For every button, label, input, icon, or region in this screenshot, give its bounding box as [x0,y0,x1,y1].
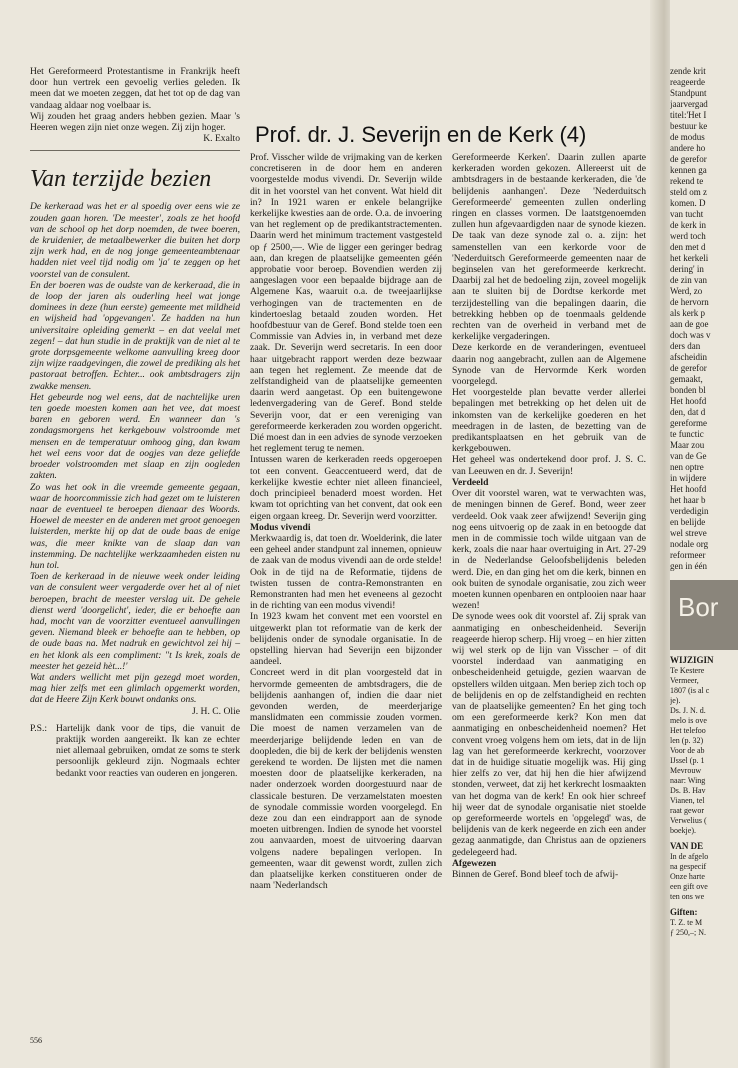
cropped-line: reformeer [670,550,706,560]
cropped-line: bestuur ke [670,121,708,131]
cropped-line: nen optre [670,462,704,472]
cropped-line: het haar b [670,495,706,505]
column-signature: J. H. C. Olie [192,705,240,717]
cropped-line: gemaakt, [670,374,703,384]
article-paragraph: Over dit voorstel waren, wat te verwachten was, de meningen binnen de Geref. Bond, weer zeer verdeeld. Ook vaak zeer afwijzend! Severijn ging nog eens uitvoerig op de zaak in en betoogde dat men in de commissie toch wilde uitgaan van de kerk, zoals die naar haar overtuiging in Art. 27-29 in de Nederlandse Geloofsbelijdenis beleden werd. Die, en dan ging het om die kerk, binnen en ook buiten de synodale organisatie, zou zich weer moeten kunnen openbaren en ontplooien naar haar wezen! [452,488,646,612]
cropped-line: steld om z [670,187,707,197]
article-paragraph: Gereformeerde Kerken'. Daarin zullen aparte kerkeraden worden gekozen. Allereerst uit de ambtsdragers in de bestaande kerkeraden, die 'de belijdenis aanhangen'. Deze 'Nederduitsch Gereformeerde' gemeenten zullen onderling ringen en classes vormen. De laatstgenoemden zullen hun afgevaardigden naar de synode kiezen. De taak van deze synode zal o. a. zijn: het samenstellen van een kerkorde voor de 'Nederduitsch Gereformeerde gemeenten naar de beginselen van het gereformeerde kerkrecht. Daarbij zal het de bedoeling zijn, zoveel mogelijk aan te sluiten bij de Dordtse kerkorde met terzijdestelling van die bepalingen daarin, die betrekking hebben op de toenmaals geldende rechten van de overheid in verband met de kerkelijke vergaderingen. [452,152,646,343]
cropped-line: bonden bl [670,385,706,395]
intro-signature: K. Exalto [203,133,240,145]
cropped-line: gereforme [670,418,707,428]
cropped-line: afscheidin [670,352,707,362]
cropped-line: Verwelius ( [670,816,707,825]
cropped-line: Ds. B. Hav [670,786,706,795]
column-2 [250,152,442,891]
subheading-modus-vivendi: Modus vivendi [250,521,311,533]
column-paragraph: Het gebeurde nog wel eens, dat de nachtelijke uren ten goede moesten komen aan het vee, dat moest baren en geboren werd. En wanneer dan 's zondagsmorgens het kerkgebouw volstroomde met mensen en de temperatuur omhoog ging, dan kwam het wel eens voor dat de oogjes van deze geliefde broeder volstroomden met slaap en zijn oogleden zakten. [30,391,240,482]
cropped-line: de kerk in [670,220,706,230]
column-paragraph: En der boeren was de oudste van de kerkeraad, die in de loop der jaren als ouderling heel wat jonge dominees in deze (hun eerste) gemeente met mildheid en wijsheid had 'opgevangen'. Ze hadden na hun universitaire opleiding gemerkt – en dat veelal met zegen! – dat hun studie in de praktijk van de niet al te grote dorpsgemeente welkome aanvulling kreeg door zijn wijze raadgevingen, die zowel de prediking als het pastoraat betroffen. Echter... ook ambtsdragers zijn zwakke mensen. [30,279,240,392]
article-paragraph: Concreet werd in dit plan voorgesteld dat in hervormde gemeenten de ambtsdragers, die de belijdenis aanhangen of, indien die daar niet gevonden werden, de meerderjarige manslidmaten een commissie zouden vormen. Die moest de namen verzamelen van de meerderjarige belijdende leden en van de doopleden, die bij de kerk der belijdenis wensten gerekend te worden. De lijsten met die namen moesten door de plaatselijke kerkeraden, na nader onderzoek worden doorgestuurd naar de classicale besturen. De verzamelstaten moesten de synodale commissie worden voorgelegd. En deze zou dan een eindrapport aan de synode moeten uitbrengen. Indien de synode het voorstel zou aanvaarden, moest de uitvoering daarvan volgens nadere bepalingen verlopen. In gemeenten, waar dit gewenst wordt, zullen zich dan plaatselijke kerken constitueren onder de naam 'Nederlandsch [250,667,442,892]
divider [30,150,240,151]
cropped-line: melo is ove [670,716,707,725]
article-paragraph: Intussen waren de kerkeraden reeds opgeroepen tot een convent. Geaccentueerd werd, dat de kerkelijke kwestie echter niet alleen financieel, doch principieel benaderd moest worden. Het kwam tot oprichting van het convent, dat ook een eigen orgaan kreeg. Dr. Severijn werd voorzitter. [250,454,442,522]
cropped-line: rekend te [670,176,704,186]
cropped-line: Voor de ab [670,746,705,755]
postscript-text: Hartelijk dank voor de tips, die vanuit de praktijk worden aangereikt. Ik kan ze echter niet allemaal gebruiken, omdat ze soms te sterk persoonlijk gekleurd zijn. Nogmaals echter bedankt voor reacties van ouderen en jongeren. [56,722,240,779]
cropped-line: de modus [670,132,705,142]
article-paragraph: De synode wees ook dit voorstel af. Zij sprak van aanmatiging en onbescheidenheid. Severijn reageerde hierop scherp. Hij vroeg – en hier zitten wij wel sterk op de lijn van Visscher – of dit voorstel inderdaad van aanmatiging en onbescheidenheid getuigde, gezien waarvan de opstellers wilden uitgaan. Men beriep zich toch op de belijdenis en op de zelfstandigheid en rechten van de plaatselijke gemeenten? En het ging toch om een gereformeerde kerk? Kon men dat aanmatiging en onbescheidenheid noemen? Het convent vroeg volgens hem om iets, dat in de lijn lag van het gereformeerde kerkrecht, voorzover dat in de huidige situatie mogelijk was. Hij ging hier zelfs zo ver, dat hij hen die hier afwijzend stonden, verweet, dat zij het kerkrecht losmaakten van het dogma van de kerk! En ook hier schreef hij weer dat de synodale organisatie niet stoelde op gereformeerde wortels en 'opgelegd' was, de belijdenis van de kerk negeerde en zich een ander gezag aanmatigde, dan Christus aan de opzieners gedelegeerd had. [452,611,646,858]
cropped-line: te functic [670,429,704,439]
cropped-line: nodale org [670,539,709,549]
cropped-line: Het telefoo [670,726,706,735]
cropped-line: de zin van [670,275,707,285]
cropped-line: als kerk p [670,308,705,318]
cropped-line: gen in één [670,561,707,571]
cropped-line: Het hoofd [670,484,707,494]
cropped-line: ders dan [670,341,701,351]
cropped-line: len (p. 32) [670,736,704,745]
cropped-line: Vianen, tel [670,796,705,805]
cropped-line: naar: Wing [670,776,706,785]
cropped-line: verdedigin [670,506,709,516]
cropped-line: de gerefor [670,363,707,373]
cropped-line: boekje). [670,826,696,835]
notice-lines [670,918,738,938]
cropped-line: titel:'Het I [670,110,707,120]
cropped-line: andere ho [670,143,706,153]
article-paragraph: Het voorgestelde plan bevatte verder allerlei bepalingen met betrekking op het delen uit de inkomsten van de kerkelijke goederen en het meedragen in de lasten, de bezetting van de predikantsplaatsen en het gebruik van de kerkgebouwen. [452,387,646,455]
cropped-line: Ds. J. N. d. [670,706,706,715]
cropped-line: Onze harte [670,872,705,881]
section-title: Van terzijde bezien [30,166,212,193]
notice-lines [670,666,738,836]
article-headline: Prof. dr. J. Severijn en de Kerk (4) [255,122,587,147]
page-gutter [650,0,670,1068]
column-3 [452,152,646,880]
cropped-text-lines [670,66,738,572]
column-paragraph: De kerkeraad was het er al spoedig over eens wie ze zouden gaan horen. 'De meester', zoals ze het hoofd van de school op het dorp noemden, de twee boeren, de kruidenier, de metaalbewerker die buiten het dorp zijn werk had, en de nog jonge gemeenteambtenaar hadden niet veel tijd nodig om 'ja' te zeggen op het voorstel van de consulent. [30,201,240,280]
postscript [30,723,240,779]
column-1 [30,66,240,779]
subheading-verdeeld: Verdeeld [452,476,489,488]
cropped-line: een gift ove [670,882,708,891]
cropped-line: kennen ga [670,165,707,175]
cropped-line: wel streve [670,528,707,538]
notice-heading: VAN DE [670,841,704,851]
cropped-line: 1807 (is al c [670,686,710,695]
cropped-line: aan de goe [670,319,709,329]
cropped-line: zende krit [670,66,706,76]
cropped-line: reageerde [670,77,705,87]
page-number: 556 [30,1036,42,1045]
cropped-line: dering' in [670,264,704,274]
cropped-line: na gespecif [670,862,707,871]
banner-text: Bor [678,592,719,622]
cropped-line: komen. D [670,198,706,208]
cropped-line: den met d [670,242,706,252]
column-paragraph: Toen de kerkeraad in de nieuwe week onder leiding van de consulent weer vergaderde over het al of niet beroepen, bracht de meester verslag uit. De gehele dienst werd 'doorgelicht', ieder, die er behoefte aan had, mocht van de voorzitter eventueel aanvullingen geven. Niemand bleek er behoefte aan te hebben, op de oude baas na. Met nadruk en gewichtvol zei hij – en het klonk als een compliment: ''t Is krek, zoals de meester het gezeid hèt...!' [30,571,240,672]
cropped-line: jaarvergad [670,99,708,109]
cropped-line: Het hoofd [670,396,707,406]
intro-paragraph: Het Gereformeerd Protestantisme in Frankrijk heeft door hun vertrek een gevoelig verlies geleden. Ik meen dat we moeten zeggen, dat het tot op de dag van vandaag aldaar nog voelbaar is. [30,66,240,111]
cropped-line: Mevrouw [670,766,702,775]
cropped-line: de gerefor [670,154,707,164]
subheading-afgewezen: Afgewezen [452,857,497,869]
article-paragraph: Binnen de Geref. Bond bleef toch de afwij- [452,869,619,880]
cropped-line: van tucht [670,209,704,219]
cropped-line: Standpunt [670,88,707,98]
cropped-line: T. Z. te M [670,918,703,927]
postscript-label: P.S.: [30,722,48,734]
column-paragraph: Zo was het ook in die vreemde gemeente gegaan, waar de hoorcommissie zich had gezet om te luisteren naar de eventueel te beroepen dienaar des Woords. Hoewel de meester en de anderen met groot genoegen luisterden, merkte hij op dat de oude baas de enige was, die meer knikte van de slaap dan van instemming. De nachtelijke werkzaamheden eisten nu hun tol. [30,481,240,571]
column-4-cropped [670,66,738,938]
cropped-line: ƒ 250,–; N. [670,928,706,937]
cropped-line: den, dat d [670,407,706,417]
article-paragraph: Het geheel was ondertekend door prof. J. S. C. van Leeuwen en dr. J. Severijn! [452,454,646,477]
cropped-line: van de Ge [670,451,707,461]
cropped-line: en belijde [670,517,706,527]
article-paragraph: In 1923 kwam het convent met een voorstel en uitgewerkt plan tot reformatie van de kerk der belijdenis onder de synodale organisatie. In de opstelling hiervan had Severijn een bijzonder aandeel. [250,611,442,668]
column-paragraph: Wat anders wellicht met pijn gezegd moet worden, mag hier zelfs met een glimlach opgemerkt worden, dat de Heere Zijn Kerk bouwt ondanks ons. [30,671,240,706]
cropped-line: In de afgelo [670,852,709,861]
cropped-line: Werd, zo [670,286,703,296]
cropped-line: Maar zou [670,440,705,450]
cropped-line: je). [670,696,681,705]
article-paragraph: Prof. Visscher wilde de vrijmaking van de kerken concretiseren in de door hem en anderen voorgestelde modus vivendi. Dr. Severijn wilde dit in het voorstel van het convent. Wat hield dit in? In 1921 waren er enkele belangrijke kerkelijke kwesties aan de orde. O.a. de invoering van het reglement op de predikantstractementen. Daarin werd het minimum tractement vastgesteld op ƒ 2500,—. Wie de ligger een geringer bedrag aan, dan kregen de plaatselijke gemeenten géén approbatie voor beroep. Bovendien werden zij aangeslagen voor een bepaalde bijdrage aan de Algemene Kas, waaruit o.a. de tweejaarlijkse verhogingen van de tractementen en de kindertoeslag betaald zouden worden. Het hoofdbestuur van de Geref. Bond stelde toen een Commissie van Advies in, in verband met deze zaak. Dr. Severijn werd secretaris. In een door haar uitgebracht rapport werden deze bezwaar aan tegen het reglement. Ze meende dat de zelfstandigheid van de plaatselijke gemeenten daarin werd aangetast. Op een buitengewone ledenvergadering van de Geref. Bond stelde Severijn voor, dat er een vereniging van gereformeerde kerkeraden zou worden opgericht. Dié moest dan in een advies de synode verzoeken het reglement terug te nemen. [250,152,442,455]
cropped-line: IJssel (p. 1 [670,756,705,765]
cropped-line: de hervorn [670,297,709,307]
cropped-line: ten ons we [670,892,705,901]
cropped-line: werd toch [670,231,706,241]
article-paragraph: Merkwaardig is, dat toen dr. Woelderink, die later een geheel ander standpunt zal innemen, opnieuw de zaak van de modus vivendi aan de orde stelde! Ook in de tijd na de Reformatie, tijdens de twisten tussen de contra-Remonstranten en Remonstranten had men het eveneens al gezocht in de richting van een modus vivendi! [250,532,442,612]
cropped-line: het kerkeli [670,253,709,263]
cropped-line: Te Kestere [670,666,705,675]
grey-banner [670,580,738,650]
notice-lines [670,852,738,902]
article-paragraph: Deze kerkorde en de veranderingen, eventueel daarin nog aangebracht, zullen aan de Algemene Synode van de Hervormde Kerk worden voorgelegd. [452,342,646,388]
cropped-line: doch was v [670,330,711,340]
notice-heading: WIJZIGIN [670,655,714,665]
cropped-line: Vermeer, [670,676,699,685]
cropped-line: raat gewor [670,806,704,815]
notice-heading: Giften: [670,907,698,917]
cropped-line: in wijdere [670,473,707,483]
intro-paragraph: Wij zouden het graag anders hebben gezien. Maar 's Heeren wegen zijn niet onze wegen. Zij zijn hoger. [30,110,240,134]
